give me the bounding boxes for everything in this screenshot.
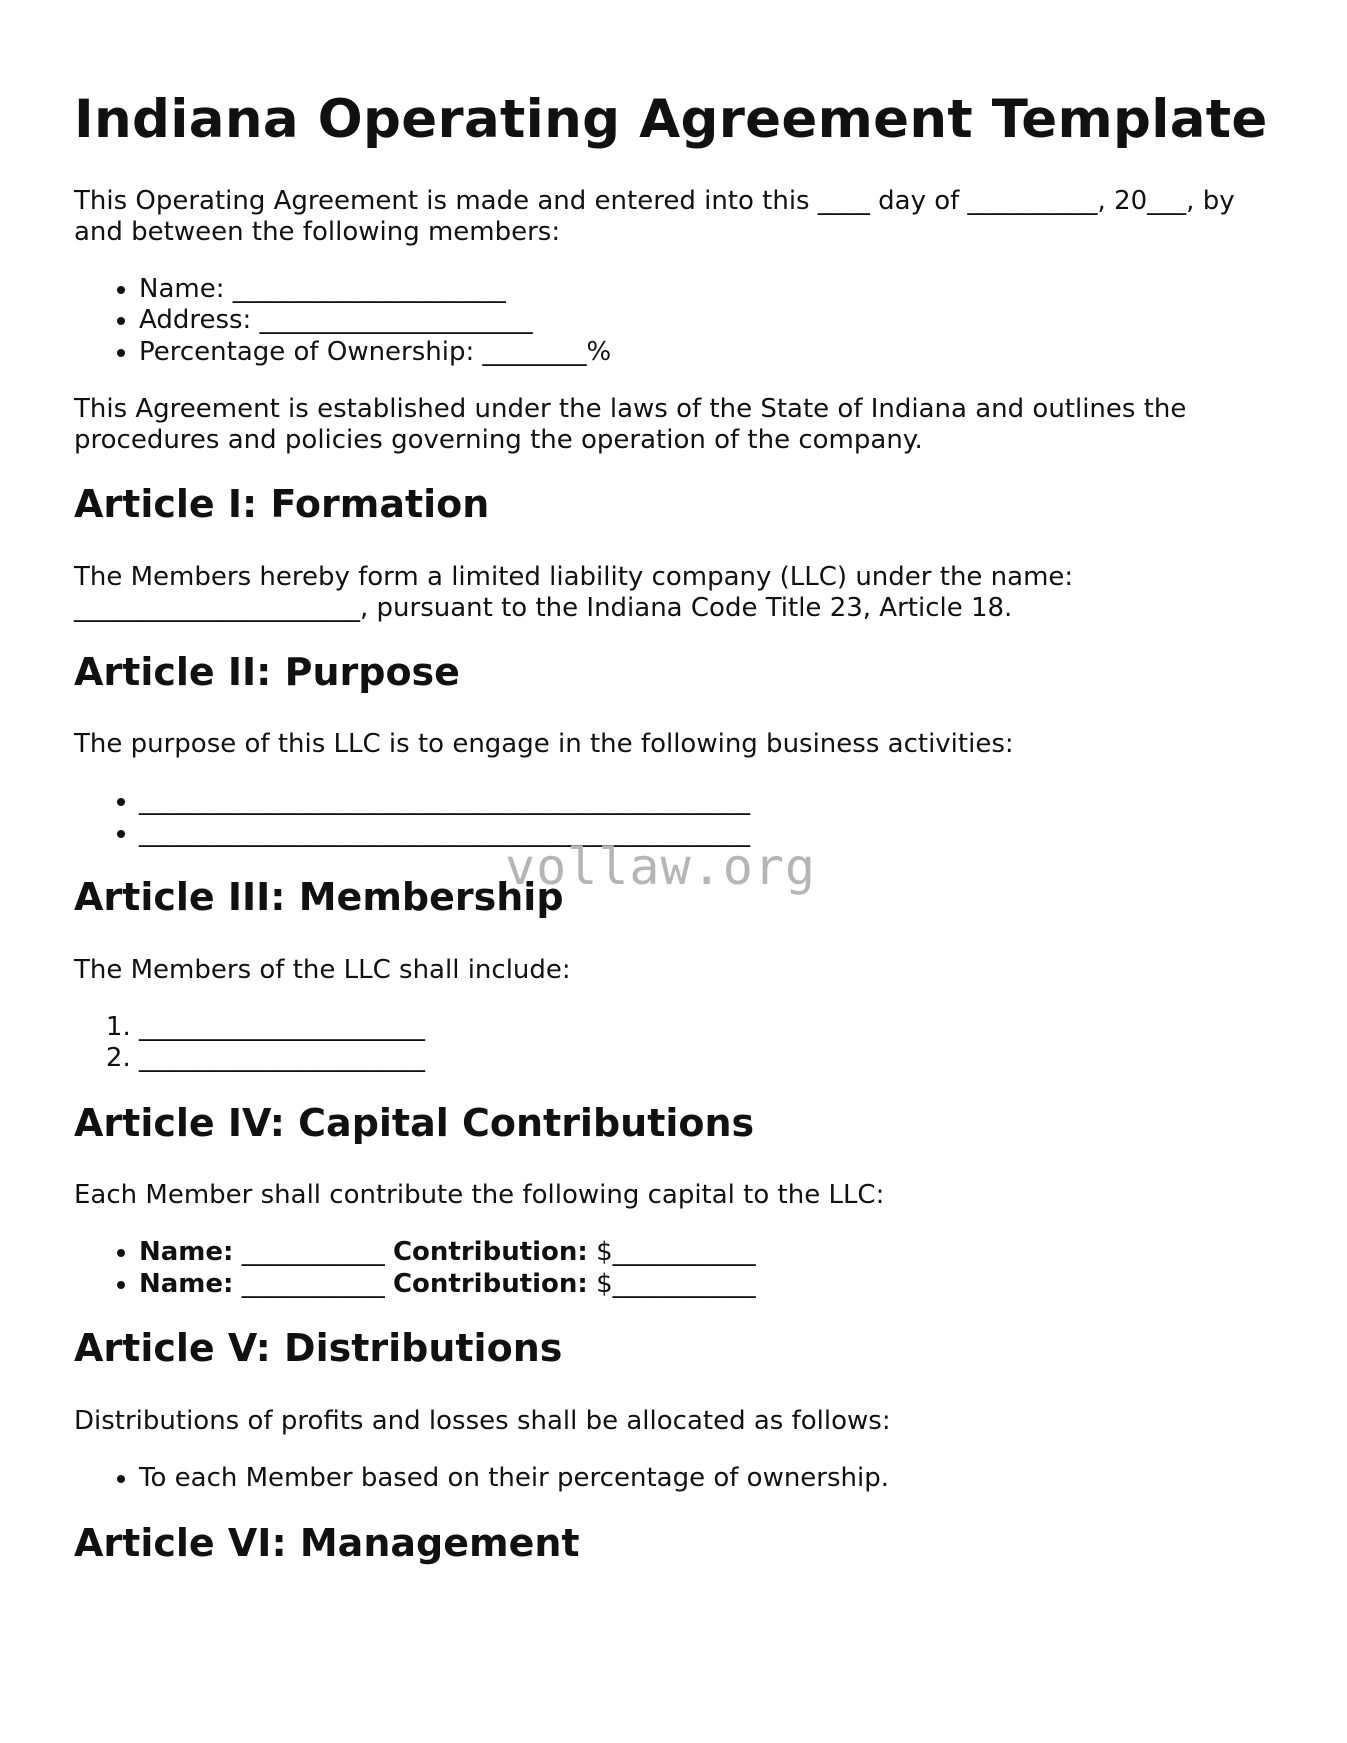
watermark: vollaw.org: [505, 838, 817, 896]
members-list: [74, 1012, 1274, 1075]
list-item: [139, 1269, 1274, 1301]
list-item: • _______________________________________________: [139, 786, 1274, 818]
name-blank: ___________: [233, 1268, 393, 1299]
contribution-label: Contribution:: [392, 1268, 588, 1299]
list-item: • Percentage of Ownership: ________%: [139, 337, 1274, 369]
intro-paragraph: This Operating Agreement is made and entered into this ____ day of __________, 20___, by and between the following members:: [74, 185, 1235, 247]
contributions-list: [74, 1237, 1274, 1300]
list-item: • To each Member based on their percentage of ownership.: [139, 1463, 1274, 1495]
contribution-label: Contribution:: [392, 1237, 588, 1268]
list-item: • Name: _____________________: [139, 274, 1274, 306]
article-6-heading: Article VI: Management: [74, 1520, 580, 1565]
article-5-text: Distributions of profits and losses shall be allocated as follows:: [74, 1406, 891, 1437]
intro-closing-paragraph: This Agreement is established under the laws of the State of Indiana and outlines the procedures and policies governing the operation of the company.: [74, 394, 1187, 456]
article-1-heading: Article I: Formation: [74, 482, 490, 527]
list-item: • Address: _____________________: [139, 305, 1274, 337]
article-5-heading: Article V: Distributions: [74, 1326, 563, 1371]
contribution-blank: $___________: [587, 1237, 756, 1268]
name-label: Name:: [139, 1268, 234, 1299]
article-4-text: Each Member shall contribute the following capital to the LLC:: [74, 1180, 885, 1211]
list-item: [139, 1237, 1274, 1269]
member-fields-list: [74, 274, 1274, 369]
list-item: 2. ______________________: [139, 1043, 1274, 1075]
list-item: 1. ______________________: [139, 1012, 1274, 1044]
article-3-heading: Article III: Membership: [74, 875, 564, 920]
article-4-heading: Article IV: Capital Contributions: [74, 1100, 755, 1145]
contribution-blank: $___________: [587, 1268, 756, 1299]
name-blank: ___________: [233, 1237, 393, 1268]
list-item: • _______________________________________________: [139, 818, 1274, 850]
name-label: Name:: [139, 1237, 234, 1268]
distributions-list: [74, 1463, 1274, 1495]
article-1-text: The Members hereby form a limited liability company (LLC) under the name: ______________________, pursuant to the Indiana Code Title 23, Article 18.: [74, 561, 1074, 623]
article-3-text: The Members of the LLC shall include:: [74, 954, 571, 985]
article-2-text: The purpose of this LLC is to engage in the following business activities:: [74, 729, 1014, 760]
document-title: Indiana Operating Agreement Template: [74, 89, 1268, 150]
article-2-heading: Article II: Purpose: [74, 649, 460, 694]
